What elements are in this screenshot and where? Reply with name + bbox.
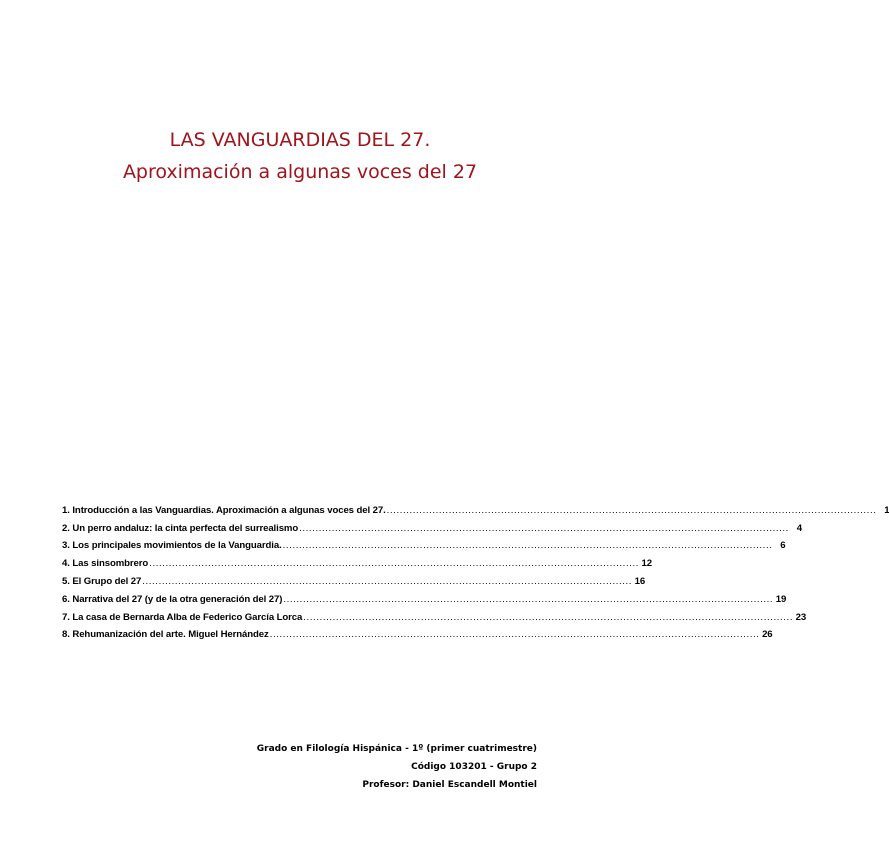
toc-leader-dots: ...................................................................................................................................................... (299, 522, 789, 534)
toc-leader-dots: ...................................................................................................................................................... (282, 540, 773, 552)
toc-leader-dots: ...................................................................................................................................................... (142, 575, 633, 587)
toc-entry-page: 19 (775, 593, 787, 605)
document-subtitle: Aproximación a algunas voces del 27 (122, 161, 478, 183)
toc-entry-page: 16 (634, 575, 646, 587)
toc-leader-dots: ...................................................................................................................................................... (283, 593, 774, 605)
toc-entry-title: 6. Narrativa del 27 (y de la otra generación del 27) (62, 593, 283, 605)
toc-leader-dots: ...................................................................................................................................................... (149, 558, 640, 570)
course-professor: Profesor: Daniel Escandell Montiel (362, 780, 537, 790)
toc-entry-6[interactable] (62, 587, 787, 605)
course-degree: Grado en Filología Hispánica - 1º (primer cuatrimestre) (256, 744, 537, 754)
toc-entry-title: 2. Un perro andaluz: la cinta perfecta del surrealismo (62, 522, 299, 534)
toc-entry-2[interactable] (62, 516, 802, 534)
toc-entry-page: 6 (780, 540, 786, 552)
toc-entry-3[interactable] (62, 534, 786, 552)
toc-entry-page: 12 (641, 558, 653, 570)
toc-entry-5[interactable] (62, 569, 646, 587)
toc-entry-7[interactable] (62, 605, 807, 623)
toc-entry-title: 4. Las sinsombrero (62, 558, 149, 570)
toc-leader-dots: ...................................................................................................................................................... (303, 611, 794, 623)
toc-entry-title: 8. Rehumanización del arte. Miguel Hernández (62, 629, 269, 641)
table-of-contents (62, 498, 889, 641)
toc-leader-dots: ...................................................................................................................................................... (386, 504, 877, 516)
toc-leader-dots: ...................................................................................................................................................... (269, 629, 760, 641)
course-code: Código 103201 - Grupo 2 (411, 762, 537, 772)
course-info (257, 740, 537, 794)
toc-entry-title: 3. Los principales movimientos de la Vanguardia. (62, 540, 282, 552)
toc-entry-title: 5. El Grupo del 27 (62, 575, 142, 587)
toc-entry-4[interactable] (62, 551, 653, 570)
toc-entry-page: 1 (884, 504, 889, 516)
document-title: LAS VANGUARDIAS DEL 27. (169, 129, 431, 151)
toc-entry-1[interactable] (62, 498, 889, 516)
toc-entry-page: 4 (796, 522, 802, 534)
toc-entry-title: 1. Introducción a las Vanguardias. Aproximación a algunas voces del 27. (62, 504, 386, 516)
toc-entry-page: 23 (795, 611, 807, 623)
toc-entry-page: 26 (762, 629, 773, 641)
toc-entry-8[interactable] (62, 623, 773, 641)
toc-entry-title: 7. La casa de Bernarda Alba de Federico García Lorca (62, 611, 303, 623)
